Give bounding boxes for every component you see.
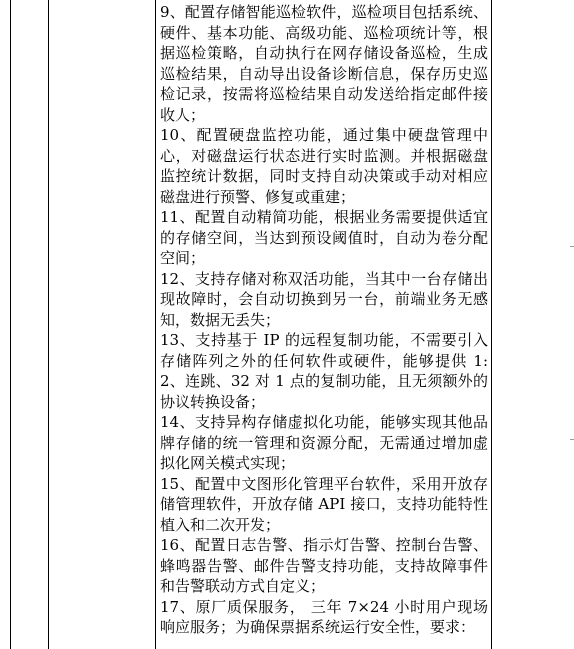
requirement-item: 15、配置中文图形化管理平台软件，采用开放存储管理软件，开放存储 API 接口，支持功能特性植入和二次开发； bbox=[160, 474, 488, 534]
requirement-item: 17、原厂质保服务， 三年 7×24 小时用户现场响应服务；为确保票据系统运行安全性，要求： bbox=[160, 597, 488, 636]
requirement-item: 11、配置自动精简功能，根据业务需要提供适宜的存储空间，当达到预设阈值时，自动为卷分配空间； bbox=[160, 208, 488, 267]
right-edge-mark bbox=[570, 439, 574, 440]
table-column-divider-2 bbox=[155, 0, 156, 649]
requirement-item: 14、支持异构存储虚拟化功能，能够实现其他品牌存储的统一管理和资源分配，无需通过增加虚拟化网关模式实现； bbox=[160, 413, 488, 472]
right-edge-mark bbox=[570, 246, 574, 247]
requirements-cell bbox=[160, 2, 488, 638]
requirement-item: 12、支持存储对称双活功能，当其中一台存储出现故障时，会自动切换到另一台，前端业务无感知，数据无丢失； bbox=[160, 269, 488, 329]
table-column-divider-1 bbox=[48, 0, 49, 649]
requirement-item: 13、支持基于 IP 的远程复制功能，不需要引入存储阵列之外的任何软件或硬件，能够提供 1:2、连跳、32 对 1 点的复制功能，且无须额外的协议转换设备； bbox=[160, 331, 488, 411]
table-border-left bbox=[10, 0, 11, 649]
requirement-item: 16、配置日志告警、指示灯告警、控制台告警、蜂鸣器告警、邮件告警支持功能，支持故障事件和告警联动方式自定义； bbox=[160, 536, 488, 595]
table-column-divider-3 bbox=[491, 0, 492, 649]
requirement-item: 10、配置硬盘监控功能，通过集中硬盘管理中心，对磁盘运行状态进行实时监测。并根据磁盘监控统计数据，同时支持自动决策或手动对相应磁盘进行预警、修复或重建； bbox=[160, 126, 488, 206]
requirement-item: 9、配置存储智能巡检软件，巡检项目包括系统、硬件、基本功能、高级功能、巡检项统计等，根据巡检策略，自动执行在网存储设备巡检，生成巡检结果，自动导出设备诊断信息，保存历史巡检记录，按需将巡检结果自动发送给指定邮件接收人； bbox=[160, 3, 488, 124]
